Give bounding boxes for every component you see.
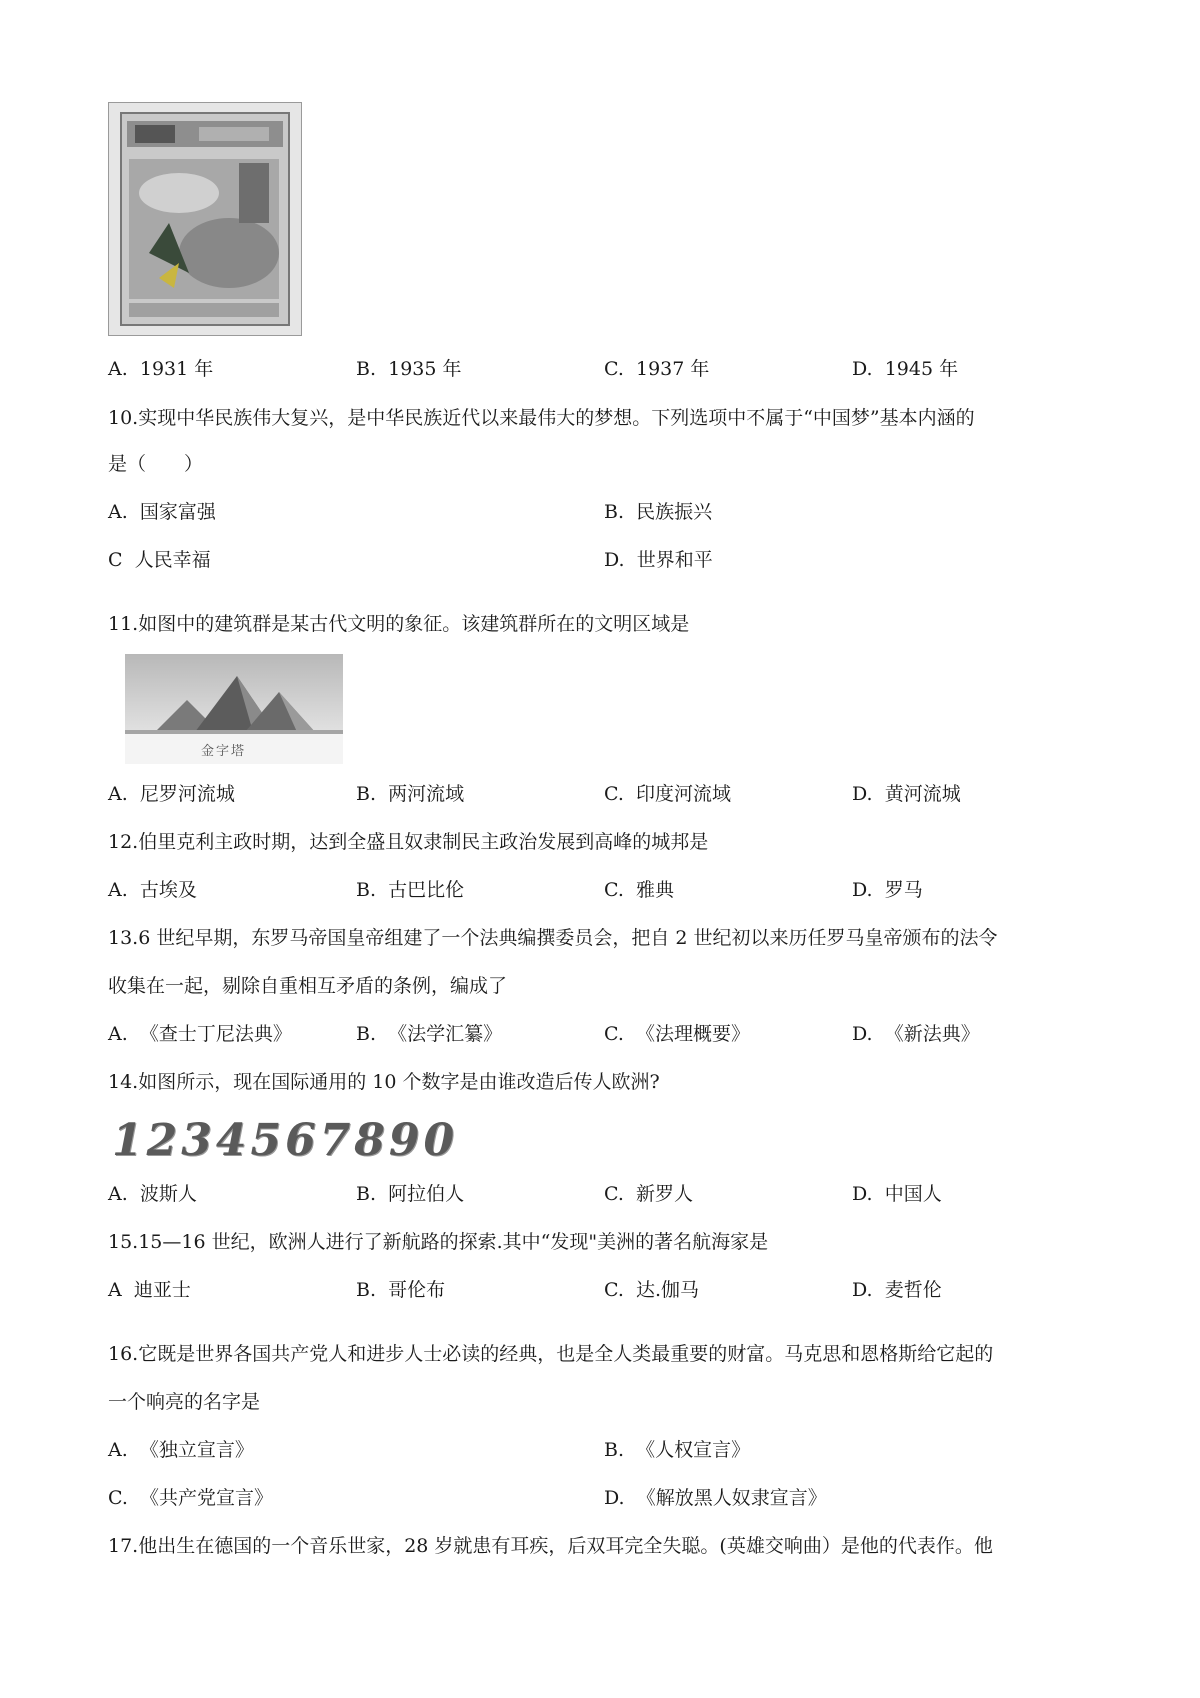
stamp-image [108,102,302,336]
q13-option-d [852,1022,980,1046]
q16-option-d [604,1486,827,1510]
q16-question-line2: 一个响亮的名字是 [108,1391,261,1413]
option-text: 迪亚士 [133,1279,191,1301]
q13-question-line1: 13.6 世纪早期，东罗马帝国皇帝组建了一个法典编撰委员会，把自 2 世纪初以来历任罗马皇帝颁布的法令 [108,927,998,949]
q11-option-d [852,782,961,806]
q14-option-a [108,1182,197,1206]
pyramid-image [125,654,343,764]
option-letter: D. [604,549,625,571]
q15-option-a [108,1278,191,1302]
option-text: 《法学汇纂》 [388,1023,503,1045]
option-text: 《人权宣言》 [636,1439,751,1461]
q10-option-d [604,548,713,572]
option-letter: B. [604,501,625,523]
q14-option-c [604,1182,693,1206]
option-letter: D. [852,879,873,901]
option-letter: C. [604,1279,624,1301]
q9-option-a [108,357,213,381]
option-letter: D. [852,783,873,805]
option-text: 波斯人 [139,1183,197,1205]
option-text: 罗马 [884,879,923,901]
q16-option-a [108,1438,254,1462]
q13-option-c [604,1022,750,1046]
option-text: 《法理概要》 [636,1023,751,1045]
q12-option-b [356,878,464,902]
q12-option-c [604,878,674,902]
option-letter: B. [356,879,377,901]
option-letter: C. [108,1487,128,1509]
option-text: 雅典 [636,879,675,901]
q10-option-b [604,500,712,524]
option-letter: D. [604,1487,625,1509]
option-letter: C. [604,1023,624,1045]
option-letter: C. [604,783,624,805]
q13-option-a [108,1022,292,1046]
q12-option-d [852,878,923,902]
option-letter: A. [108,1023,128,1045]
q15-option-c [604,1278,699,1302]
q14-question: 14.如图所示，现在国际通用的 10 个数字是由谁改造后传人欧洲? [108,1071,660,1093]
option-text: 《解放黑人奴隶宣言》 [636,1487,827,1509]
option-letter: B. [356,1183,377,1205]
digits-image [112,1112,492,1172]
option-text: 阿拉伯人 [388,1183,465,1205]
q12-option-a [108,878,197,902]
option-letter: B. [604,1439,625,1461]
option-text: 古埃及 [139,879,197,901]
option-letter: C. [604,879,624,901]
q16-option-c [108,1486,273,1510]
q11-question: 11.如图中的建筑群是某古代文明的象征。该建筑群所在的文明区域是 [108,613,690,635]
q14-option-d [852,1182,942,1206]
pyramid-caption: 金字塔 [201,744,247,759]
stamp-graphic [109,103,301,335]
option-text: 《查士丁尼法典》 [139,1023,292,1045]
option-letter: B. [356,1023,377,1045]
option-text: 黄河流城 [884,783,961,805]
q15-option-d [852,1278,942,1302]
option-letter: B. [356,783,377,805]
option-letter: A. [108,783,128,805]
option-text: 1935 年 [388,358,462,380]
q13-question-line2: 收集在一起，剔除自重相互矛盾的条例，编成了 [108,975,508,997]
option-letter: D. [852,1183,873,1205]
option-letter: D. [852,1023,873,1045]
option-text: 古巴比伦 [388,879,465,901]
q17-question-line1: 17.他出生在德国的一个音乐世家，28 岁就患有耳疾，后双耳完全失聪。(英雄交响曲）是他的代表作。他 [108,1535,993,1557]
option-letter: A [108,1279,122,1301]
option-text: 《独立宣言》 [139,1439,254,1461]
q16-option-b [604,1438,750,1462]
q11-option-c [604,782,731,806]
option-letter: A. [108,501,128,523]
q10-option-a [108,500,216,524]
q15-question: 15.15—16 世纪，欧洲人进行了新航路的探索.其中“发现"美洲的著名航海家是 [108,1231,769,1253]
option-letter: D. [852,1279,873,1301]
option-letter: B. [356,358,377,380]
q16-question-line1: 16.它既是世界各国共产党人和进步人士必读的经典，也是全人类最重要的财富。马克思和恩格斯给它起的 [108,1343,994,1365]
option-letter: D. [852,358,873,380]
q15-option-b [356,1278,445,1302]
option-text: 尼罗河流城 [139,783,235,805]
q11-option-a [108,782,235,806]
option-text: 印度河流域 [636,783,732,805]
option-text: 国家富强 [139,501,216,523]
q9-option-d [852,357,958,381]
q14-option-b [356,1182,464,1206]
option-text: 两河流域 [388,783,465,805]
q12-question: 12.伯里克利主政时期，达到全盛且奴隶制民主政治发展到高峰的城邦是 [108,831,709,853]
option-text: 世界和平 [636,549,713,571]
option-text: 1945 年 [884,358,959,380]
option-text: 人民幸福 [134,549,211,571]
option-text: 《新法典》 [884,1023,980,1045]
q13-option-b [356,1022,502,1046]
option-text: 中国人 [884,1183,942,1205]
q10-question-line2: 是（ ） [108,453,204,475]
q9-option-b [356,357,462,381]
option-letter: A. [108,358,128,380]
option-letter: B. [356,1279,377,1301]
option-text: 民族振兴 [636,501,713,523]
q9-option-c [604,357,709,381]
option-letter: A. [108,879,128,901]
option-letter: A. [108,1183,128,1205]
q10-option-c [108,548,211,572]
digits-text: 1234567890 [112,1115,459,1166]
option-text: 1937 年 [636,358,710,380]
option-letter: C. [604,1183,624,1205]
option-letter: A. [108,1439,128,1461]
option-letter: C. [604,358,624,380]
option-letter: C [108,549,123,571]
option-text: 达.伽马 [636,1279,700,1301]
q11-option-b [356,782,464,806]
option-text: 《共产党宣言》 [140,1487,274,1509]
option-text: 哥伦布 [388,1279,446,1301]
option-text: 1931 年 [139,358,214,380]
q10-question-line1: 10.实现中华民族伟大复兴，是中华民族近代以来最伟大的梦想。下列选项中不属于“中国梦”基本内涵的 [108,407,975,429]
option-text: 新罗人 [636,1183,694,1205]
option-text: 麦哲伦 [884,1279,942,1301]
